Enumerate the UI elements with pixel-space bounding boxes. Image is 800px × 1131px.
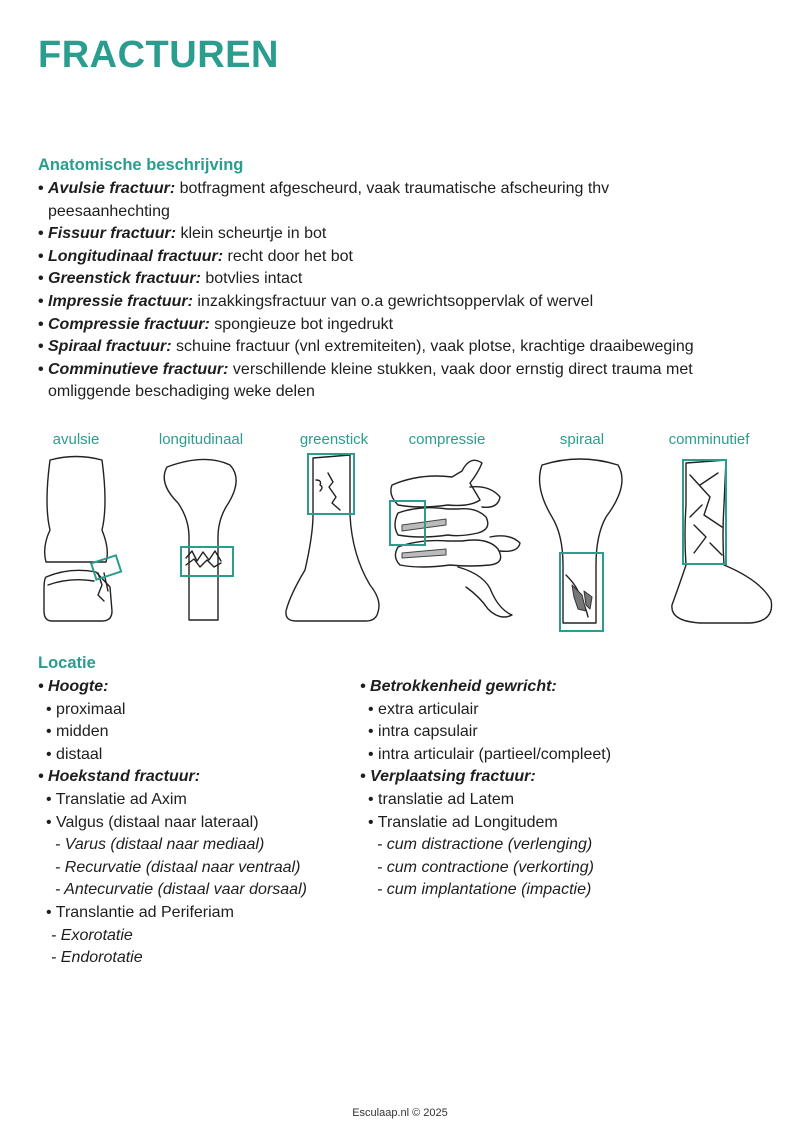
description: klein scheurtje in bot (176, 225, 327, 243)
description-continued: omliggende beschadiging weke delen (48, 383, 315, 401)
figure-label-compressie: compressie (408, 431, 486, 448)
greenstick-illustration (286, 455, 379, 621)
term-greenstick: Greenstick fractuur: (48, 270, 201, 288)
compressie-illustration (391, 460, 520, 617)
description: schuine fractuur (vnl extremiteiten), vaak plotse, krachtige draaibeweging (171, 338, 694, 356)
gewricht-heading: • Betrokkenheid gewricht: (360, 678, 557, 695)
list-item: • Longitudinaal fractuur: recht door het bot (38, 247, 353, 265)
list-item: • Avulsie fractuur: botfragment afgescheurd, vaak traumatische afscheuring thv peesaanhechting (38, 180, 610, 220)
list-item: • distaal (46, 745, 103, 763)
description: spongieuze bot ingedrukt (209, 315, 394, 333)
term-avulsie: Avulsie fractuur: (48, 180, 176, 197)
list-item: • Impressie fractuur: inzakkingsfractuur van o.a gewrichtsoppervlak of wervel (38, 292, 594, 310)
sub-item: - Antecurvatie (distaal vaar dorsaal) (55, 881, 307, 899)
sub-item: - cum distractione (verlenging) (377, 836, 593, 854)
figure-label-greenstick: greenstick (299, 431, 369, 448)
term-longitudinaal: Longitudinaal fractuur: (48, 247, 224, 265)
hoekstand-heading: • Hoekstand fractuur: (38, 768, 201, 786)
description: verschillende kleine stukken, vaak door ernstig direct trauma met (228, 360, 693, 378)
sub-item: - Endorotatie (51, 949, 143, 967)
fracture-type-list (38, 178, 778, 404)
avulsie-highlight (91, 555, 121, 579)
term-fissuur: Fissuur fractuur: (48, 225, 177, 243)
list-item: • Valgus (distaal naar lateraal) (46, 813, 259, 831)
sub-item: - Recurvatie (distaal naar ventraal) (55, 858, 301, 876)
list-item: • Translatie ad Longitudem (368, 813, 558, 831)
section-heading-locatie: Locatie (38, 654, 96, 672)
list-item: • Fissuur fractuur: klein scheurtje in bot (38, 225, 327, 243)
list-item: • Comminutieve fractuur: verschillende kleine stukken, vaak door ernstig direct trauma met omliggende beschadiging weke delen (38, 360, 693, 401)
section-heading-anatomische: Anatomische beschrijving (38, 156, 244, 174)
list-item: • Translantie ad Periferiam (46, 903, 234, 921)
term-spiraal: Spiraal fractuur: (48, 338, 172, 356)
list-item: • Spiraal fractuur: schuine fractuur (vnl extremiteiten), vaak plotse, krachtige draaibeweging (38, 338, 694, 356)
description-continued: peesaanhechting (48, 202, 170, 220)
list-item: • Compressie fractuur: spongieuze bot ingedrukt (38, 315, 394, 333)
list-item: • intra articulair (partieel/compleet) (368, 745, 612, 763)
fracture-illustrations (0, 425, 800, 640)
list-item: • extra articulair (368, 700, 479, 718)
sub-item: - cum implantatione (impactie) (377, 881, 592, 899)
sub-item: - Exorotatie (51, 926, 133, 944)
term-comminutief: Comminutieve fractuur: (48, 360, 229, 378)
footer-copyright: Esculaap.nl © 2025 (352, 1107, 448, 1119)
list-item: • midden (46, 723, 109, 741)
list-item: • Translatie ad Axim (46, 790, 187, 808)
highlight-boxes (91, 454, 726, 631)
longitudinaal-illustration (164, 459, 236, 620)
spiraal-fracture-mark (572, 585, 592, 611)
figure-label-avulsie: avulsie (52, 431, 100, 448)
avulsie-illustration (44, 457, 112, 622)
list-item: • Greenstick fractuur: botvlies intact (38, 270, 303, 288)
figure-label-longitudinaal: longitudinaal (158, 431, 244, 448)
hoogte-heading: • Hoogte: (38, 678, 109, 695)
figure-label-comminutief: comminutief (668, 431, 750, 448)
locatie-left-column (38, 676, 307, 970)
page-title: FRACTUREN (38, 34, 279, 76)
description: inzakkingsfractuur van o.a gewrichtsoppervlak of wervel (192, 292, 594, 310)
locatie-right-column (360, 676, 611, 902)
sub-item: - Varus (distaal naar mediaal) (55, 836, 265, 854)
term-impressie: Impressie fractuur: (48, 292, 193, 310)
description: botvlies intact (200, 270, 303, 288)
comminutief-illustration (672, 460, 772, 623)
figure-label-spiraal: spiraal (559, 431, 605, 448)
description: recht door het bot (223, 247, 353, 265)
list-item: • translatie ad Latem (368, 790, 515, 808)
list-item: • proximaal (46, 700, 126, 718)
sub-item: - cum contractione (verkorting) (377, 858, 594, 876)
term-compressie: Compressie fractuur: (48, 315, 210, 333)
description: botfragment afgescheurd, vaak traumatische afscheuring thv (175, 180, 610, 197)
list-item: • intra capsulair (368, 723, 478, 741)
verplaatsing-heading: • Verplaatsing fractuur: (360, 768, 536, 786)
